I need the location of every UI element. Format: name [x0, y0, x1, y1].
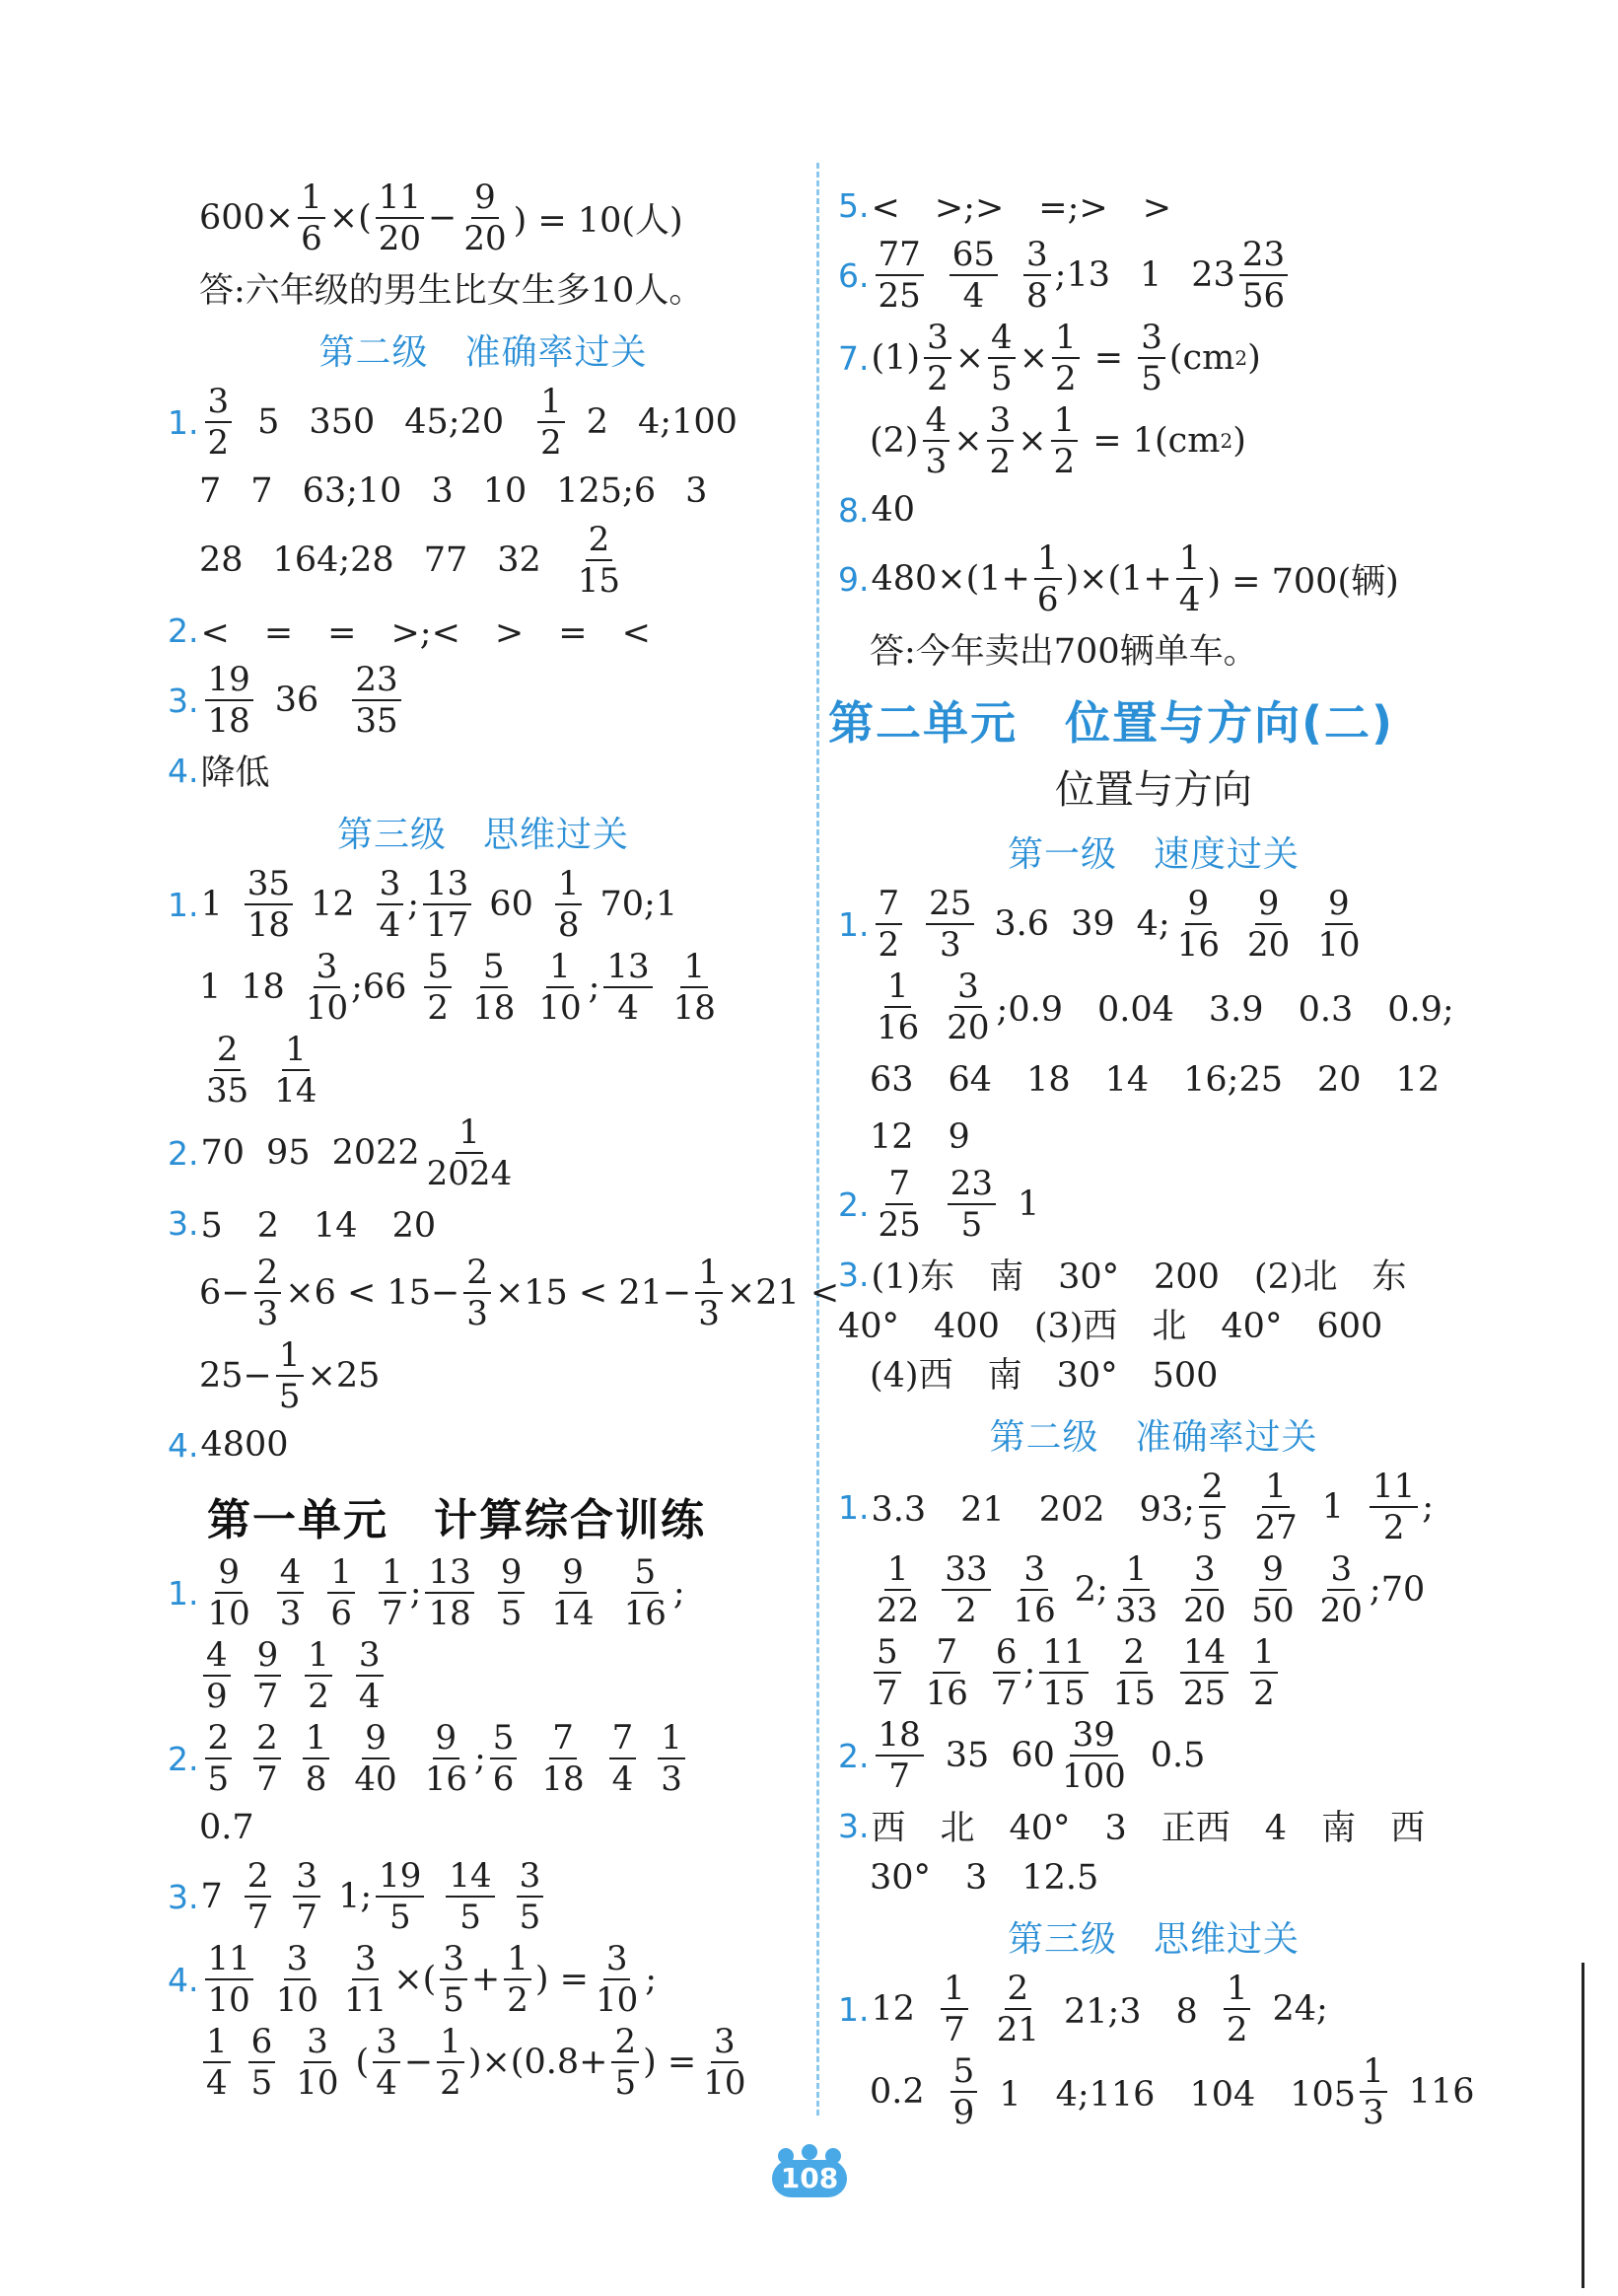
- fraction: $\frac{3}{16}$: [1013, 1549, 1056, 1630]
- fraction: $\frac{9}{14}$: [551, 1552, 595, 1633]
- fraction: $\frac{1}{16}$: [877, 967, 920, 1047]
- fraction: $\frac{3}{4}$: [373, 2025, 400, 2100]
- question-4: 4. 降低: [168, 751, 270, 793]
- answer-sentence: 答:今年卖出700辆单车。: [870, 632, 1258, 672]
- question-4-cont: $\frac{1}{4}$ $\frac{6}{5}$ $\frac{3}{10}$ ( $\frac{3}{4}$ − $\frac{1}{2}$ )×(0.8+ $\frac{2}{5}$ ) = $\frac{3}{10}$: [199, 2025, 799, 2100]
- fraction: $\frac{39}{100}$: [1061, 1715, 1126, 1796]
- fraction: $\frac{3}{2}$: [205, 385, 233, 460]
- fraction: $\frac{1}{7}$: [379, 1555, 406, 1630]
- fraction: $\frac{23}{56}$: [1239, 238, 1288, 313]
- question-2: 2. < = = >;< > = <: [168, 610, 651, 653]
- page-number-badge: [772, 2148, 847, 2197]
- question-1: 1. 12 $\frac{1}{7}$ $\frac{2}{21}$ 21;3 8 $\frac{1}{2}$ 24;: [838, 1969, 1328, 2049]
- fraction: $\frac{9}{7}$: [254, 1638, 282, 1713]
- fraction: $\frac{1}{6}$: [1034, 541, 1062, 616]
- fraction: $\frac{7}{18}$: [541, 1718, 585, 1799]
- fraction: $\frac{1}{22}$: [877, 1549, 920, 1630]
- fraction: $\frac{1}{5}$: [276, 1338, 304, 1413]
- inequality-line: 6− $\frac{2}{3}$ ×6 < 15− $\frac{2}{3}$ ×15 < 21− $\frac{1}{3}$ ×21 <: [199, 1253, 840, 1333]
- fraction: $\frac{3}{7}$: [293, 1859, 320, 1934]
- fraction: $\frac{9}{40}$: [354, 1718, 397, 1799]
- fraction: $\frac{3}{5}$: [517, 1859, 544, 1934]
- question-5: 5. < >;> =;> >: [838, 185, 1172, 228]
- fraction: $\frac{2}{15}$: [1112, 1632, 1156, 1713]
- unit-title: 第二单元 位置与方向(二): [828, 696, 1395, 750]
- fraction: $\frac{7}{4}$: [609, 1721, 637, 1796]
- fraction: $\frac{1}{8}$: [303, 1721, 330, 1796]
- fraction: $\frac{3}{11}$: [344, 1939, 387, 2020]
- fraction: $\frac{1}{8}$: [555, 867, 583, 942]
- fraction: $\frac{3}{20}$: [1183, 1549, 1227, 1630]
- level-heading: 第一级 速度过关: [1007, 834, 1300, 875]
- fraction: $\frac{23}{35}$: [352, 663, 400, 738]
- section-subtitle: 位置与方向: [1055, 767, 1252, 813]
- fraction: $\frac{2}{5}$: [611, 2025, 639, 2100]
- fraction: $\frac{2}{3}$: [463, 1256, 491, 1330]
- fraction: $\frac{4}{3}$: [277, 1555, 305, 1630]
- fraction: $\frac{1}{10}$: [538, 947, 582, 1028]
- question-3: 3. 西 北 40° 3 正西 4 南 西: [838, 1806, 1426, 1848]
- question-7-part2: (2) $\frac{4}{3}$ × $\frac{3}{2}$ × $\frac{1}{2}$ = 1(cm 2 ): [870, 400, 1246, 481]
- scan-edge-line: [1582, 1963, 1584, 2288]
- question-3-cont: 30° 3 12.5: [870, 1858, 1099, 1898]
- question-1: 1. 3.3 21 202 93; $\frac{2}{5}$ $\frac{1}{27}$ 1 $\frac{11}{2}$ ;: [838, 1467, 1435, 1547]
- question-2: 2. $\frac{2}{5}$ $\frac{2}{7}$ $\frac{1}{8}$ $\frac{9}{40}$ $\frac{9}{16}$ ; $\frac{5}{6}$ $\frac{7}{18}$ $\frac{7}{4}$ $\frac{1}{3}$: [168, 1721, 799, 1796]
- question-2: 2. $\frac{18}{7}$ 35 60 $\frac{39}{100}$ 0.5: [838, 1715, 1206, 1796]
- fraction: $\frac{1}{27}$: [1254, 1467, 1298, 1547]
- fraction: $\frac{1}{2}$: [1224, 1972, 1251, 2046]
- fraction: $\frac{9}{10}$: [1317, 884, 1361, 965]
- question-1-cont: 1 18 $\frac{3}{10}$ ;66 $\frac{5}{2}$ $\frac{5}{18}$ $\frac{1}{10}$ ; $\frac{13}{4}$ $\frac{1}{18}$: [199, 950, 799, 1025]
- question-4: 4. $\frac{11}{10}$ $\frac{3}{10}$ $\frac{3}{11}$ ×( $\frac{3}{5}$ + $\frac{1}{2}$ ) = $\frac{3}{10}$ ;: [168, 1939, 658, 2020]
- fraction: $\frac{1}{2024}$: [426, 1112, 513, 1193]
- fraction: $\frac{9}{20}$: [1246, 884, 1291, 965]
- question-3: 3. $\frac{19}{18}$ 36 $\frac{23}{35}$: [168, 663, 799, 738]
- fraction: $\frac{1}{6}$: [298, 180, 325, 255]
- fraction: $\frac{14}{5}$: [446, 1859, 494, 1934]
- fraction: $\frac{11}{10}$: [205, 1942, 253, 2017]
- fraction: $\frac{1}{3}$: [695, 1256, 723, 1330]
- fraction: $\frac{1}{4}$: [1176, 541, 1204, 616]
- left-column: [168, 173, 840, 2108]
- fraction: $\frac{1}{4}$: [203, 2025, 231, 2100]
- fraction: $\frac{2}{5}$: [1199, 1470, 1227, 1544]
- fraction: $\frac{3}{8}$: [1023, 238, 1051, 313]
- fraction: $\frac{1}{2}$: [437, 2025, 464, 2100]
- question-1-cont: 28 164;28 77 32 $\frac{2}{15}$: [199, 523, 799, 598]
- unit-title: 第一单元 计算综合训练: [207, 1495, 706, 1545]
- fraction: $\frac{1}{7}$: [941, 1972, 968, 2046]
- fraction: $\frac{2}{7}$: [253, 1721, 281, 1796]
- question-3: 3. 7 $\frac{2}{7}$ $\frac{3}{7}$ 1; $\frac{19}{5}$ $\frac{14}{5}$ $\frac{3}{5}$: [168, 1859, 799, 1934]
- fraction: $\frac{6}{5}$: [248, 2025, 276, 2100]
- question-8: 8. 40: [838, 490, 916, 530]
- fraction: $\frac{7}{16}$: [925, 1632, 968, 1713]
- question-3-cont: (4)西 南 30° 500: [870, 1356, 1219, 1396]
- fraction: $\frac{1}{33}$: [1114, 1549, 1159, 1630]
- question-1-cont: $\frac{1}{22}$ $\frac{33}{2}$ $\frac{3}{16}$ 2; $\frac{1}{33}$ $\frac{3}{20}$ $\frac{9}{50}$ $\frac{3}{20}$ ;70: [870, 1552, 1469, 1627]
- question-1: 1. $\frac{7}{2}$ $\frac{25}{3}$ 3.6 39 4; $\frac{9}{16}$ $\frac{9}{20}$ $\frac{9}{10}$: [838, 887, 1469, 962]
- fraction: $\frac{7}{2}$: [876, 887, 903, 962]
- fraction: $\frac{1}{3}$: [1360, 2054, 1387, 2129]
- calc-line: 600× $\frac{1}{6}$ ×( $\frac{11}{20}$ − $\frac{9}{20}$ ) = 10(人): [199, 178, 683, 258]
- fraction: $\frac{19}{18}$: [205, 663, 253, 738]
- fraction: $\frac{2}{35}$: [206, 1030, 249, 1111]
- question-1-cont: $\frac{5}{7}$ $\frac{7}{16}$ $\frac{6}{7}$ ; $\frac{11}{15}$ $\frac{2}{15}$ $\frac{14}{25}$ $\frac{1}{2}$: [870, 1635, 1469, 1710]
- question-3: 3. 5 2 14 20: [168, 1203, 437, 1246]
- question-2: 2. 70 95 2022 $\frac{1}{2024}$: [168, 1115, 799, 1190]
- question-1-cont: [199, 1635, 799, 1716]
- question-6: 6. $\frac{77}{25}$ $\frac{65}{4}$ $\frac{3}{8}$ ;13 1 23 $\frac{23}{56}$: [838, 238, 1469, 313]
- fraction: $\frac{1}{6}$: [327, 1555, 355, 1630]
- fraction: $\frac{3}{10}$: [305, 947, 349, 1028]
- fraction: $\frac{5}{16}$: [623, 1552, 667, 1633]
- fraction: $\frac{3}{10}$: [275, 1939, 319, 2020]
- answer-sentence: 答:六年级的男生比女生多10人。: [199, 271, 704, 311]
- fraction: $\frac{3}{2}$: [924, 321, 951, 395]
- fraction: $\frac{3}{4}$: [377, 867, 404, 942]
- fraction: $\frac{9}{10}$: [207, 1552, 250, 1633]
- question-9: 9. 480×(1+ $\frac{1}{6}$ )×(1+ $\frac{1}{4}$ ) = 700(辆): [838, 538, 1399, 619]
- fraction: $\frac{65}{4}$: [950, 238, 998, 313]
- fraction: $\frac{1}{2}$: [1051, 403, 1079, 478]
- fraction: $\frac{3}{20}$: [1319, 1549, 1363, 1630]
- fraction: $\frac{1}{2}$: [305, 1638, 332, 1713]
- fraction: $\frac{9}{20}$: [463, 178, 507, 258]
- page-number: 108: [780, 2162, 839, 2194]
- question-2: 2. $\frac{7}{25}$ $\frac{23}{5}$ 1: [838, 1164, 1040, 1245]
- fraction: $\frac{1}{3}$: [658, 1721, 685, 1796]
- question-1-cont: 12 9: [870, 1117, 970, 1157]
- question-4: 4. 4800: [168, 1425, 289, 1465]
- fraction: $\frac{2}{21}$: [996, 1969, 1039, 2049]
- fraction: $\frac{3}{10}$: [596, 1939, 639, 2020]
- question-1-cont: $\frac{1}{16}$ $\frac{3}{20}$ ;0.9 0.04 3.9 0.3 0.9;: [870, 969, 1469, 1044]
- fraction: $\frac{9}{50}$: [1251, 1549, 1295, 1630]
- fraction: $\frac{23}{5}$: [948, 1167, 996, 1242]
- question-1-cont: [199, 1030, 799, 1111]
- level-heading: 第二级 准确率过关: [989, 1417, 1318, 1458]
- fraction: $\frac{6}{7}$: [993, 1635, 1020, 1710]
- fraction: $\frac{14}{25}$: [1180, 1635, 1229, 1710]
- level-heading: 第三级 思维过关: [1007, 1919, 1300, 1960]
- question-1-cont: 7 7 63;10 3 10 125;6 3: [199, 471, 708, 511]
- fraction: $\frac{35}{18}$: [245, 867, 293, 942]
- fraction: $\frac{3}{20}$: [947, 967, 990, 1047]
- fraction: $\frac{4}{5}$: [988, 321, 1016, 395]
- question-2-cont: 0.7: [199, 1808, 254, 1847]
- fraction: $\frac{2}{7}$: [245, 1859, 272, 1934]
- fraction: $\frac{3}{5}$: [440, 1942, 467, 2017]
- question-1-cont: 63 64 18 14 16;25 20 12: [870, 1060, 1441, 1100]
- fraction: $\frac{1}{14}$: [274, 1030, 317, 1111]
- fraction: $\frac{13}{17}$: [423, 867, 471, 942]
- fraction: $\frac{3}{2}$: [987, 403, 1015, 478]
- question-3: 3. (1)东 南 30° 200 (2)北 东: [838, 1255, 1407, 1297]
- fraction: $\frac{2}{3}$: [254, 1256, 282, 1330]
- fraction: $\frac{5}{7}$: [874, 1635, 901, 1710]
- fraction: $\frac{13}{18}$: [425, 1555, 473, 1630]
- paw-dot: [802, 2144, 817, 2160]
- right-column: [828, 173, 1475, 2137]
- fraction: $\frac{9}{16}$: [1176, 884, 1220, 965]
- fraction: $\frac{1}{2}$: [1250, 1635, 1278, 1710]
- fraction: $\frac{5}{6}$: [490, 1721, 518, 1796]
- fraction: $\frac{4}{9}$: [203, 1638, 231, 1713]
- fraction: $\frac{19}{5}$: [376, 1859, 424, 1934]
- fraction: $\frac{9}{16}$: [424, 1718, 467, 1799]
- fraction: $\frac{11}{15}$: [1039, 1635, 1088, 1710]
- fraction: $\frac{11}{2}$: [1370, 1470, 1418, 1544]
- fraction: $\frac{25}{3}$: [926, 887, 974, 962]
- fraction: $\frac{5}{18}$: [472, 947, 516, 1028]
- fraction: $\frac{4}{3}$: [923, 403, 950, 478]
- column-divider: [816, 163, 819, 2116]
- fraction: $\frac{3}{10}$: [703, 2022, 746, 2103]
- level-heading: 第二级 准确率过关: [318, 332, 648, 373]
- question-7: 7. (1) $\frac{3}{2}$ × $\frac{4}{5}$ × $\frac{1}{2}$ = $\frac{3}{5}$ (cm 2 ): [838, 318, 1261, 398]
- fraction: $\frac{13}{4}$: [603, 950, 652, 1025]
- fraction: $\frac{3}{10}$: [296, 2022, 339, 2103]
- fraction: $\frac{11}{20}$: [376, 180, 424, 255]
- fraction: $\frac{77}{25}$: [876, 238, 924, 313]
- question-1: 1. 1 $\frac{35}{18}$ 12 $\frac{3}{4}$ ; $\frac{13}{17}$ 60 $\frac{1}{8}$ 70;1: [168, 864, 678, 945]
- fraction: $\frac{5}{2}$: [424, 950, 452, 1025]
- fraction: $\frac{1}{18}$: [672, 947, 716, 1028]
- fraction: $\frac{18}{7}$: [876, 1718, 924, 1793]
- fraction: $\frac{5}{9}$: [950, 2054, 978, 2129]
- level-heading: 第三级 思维过关: [336, 815, 629, 855]
- question-3-cont: 40° 400 (3)西 北 40° 600: [838, 1307, 1383, 1346]
- fraction: $\frac{3}{5}$: [1138, 321, 1165, 395]
- fraction: $\frac{1}{2}$: [1052, 321, 1080, 395]
- fraction: $\frac{2}{5}$: [205, 1721, 233, 1796]
- fraction: $\frac{1}{2}$: [537, 385, 565, 460]
- question-1-cont: 0.2 $\frac{5}{9}$ 1 4;116 104 105 $\frac{1}{3}$ 116: [870, 2051, 1475, 2132]
- fraction: $\frac{33}{2}$: [942, 1552, 990, 1627]
- inequality-line: 25− $\frac{1}{5}$ ×25: [199, 1335, 381, 1416]
- fraction: $\frac{1}{2}$: [504, 1942, 531, 2017]
- fraction: $\frac{2}{15}$: [577, 520, 621, 601]
- fraction: $\frac{3}{4}$: [356, 1638, 384, 1713]
- fraction: $\frac{7}{25}$: [878, 1164, 921, 1245]
- question-1: 1. $\frac{9}{10}$ $\frac{4}{3}$ $\frac{1}{6}$ $\frac{1}{7}$ ; $\frac{13}{18}$ $\frac{9}{5}$ $\frac{9}{14}$ $\frac{5}{16}$ ;: [168, 1552, 685, 1633]
- question-1: 1. $\frac{3}{2}$ 5 350 45;20 $\frac{1}{2}$ 2 4;100: [168, 382, 738, 463]
- fraction: $\frac{9}{5}$: [498, 1555, 526, 1630]
